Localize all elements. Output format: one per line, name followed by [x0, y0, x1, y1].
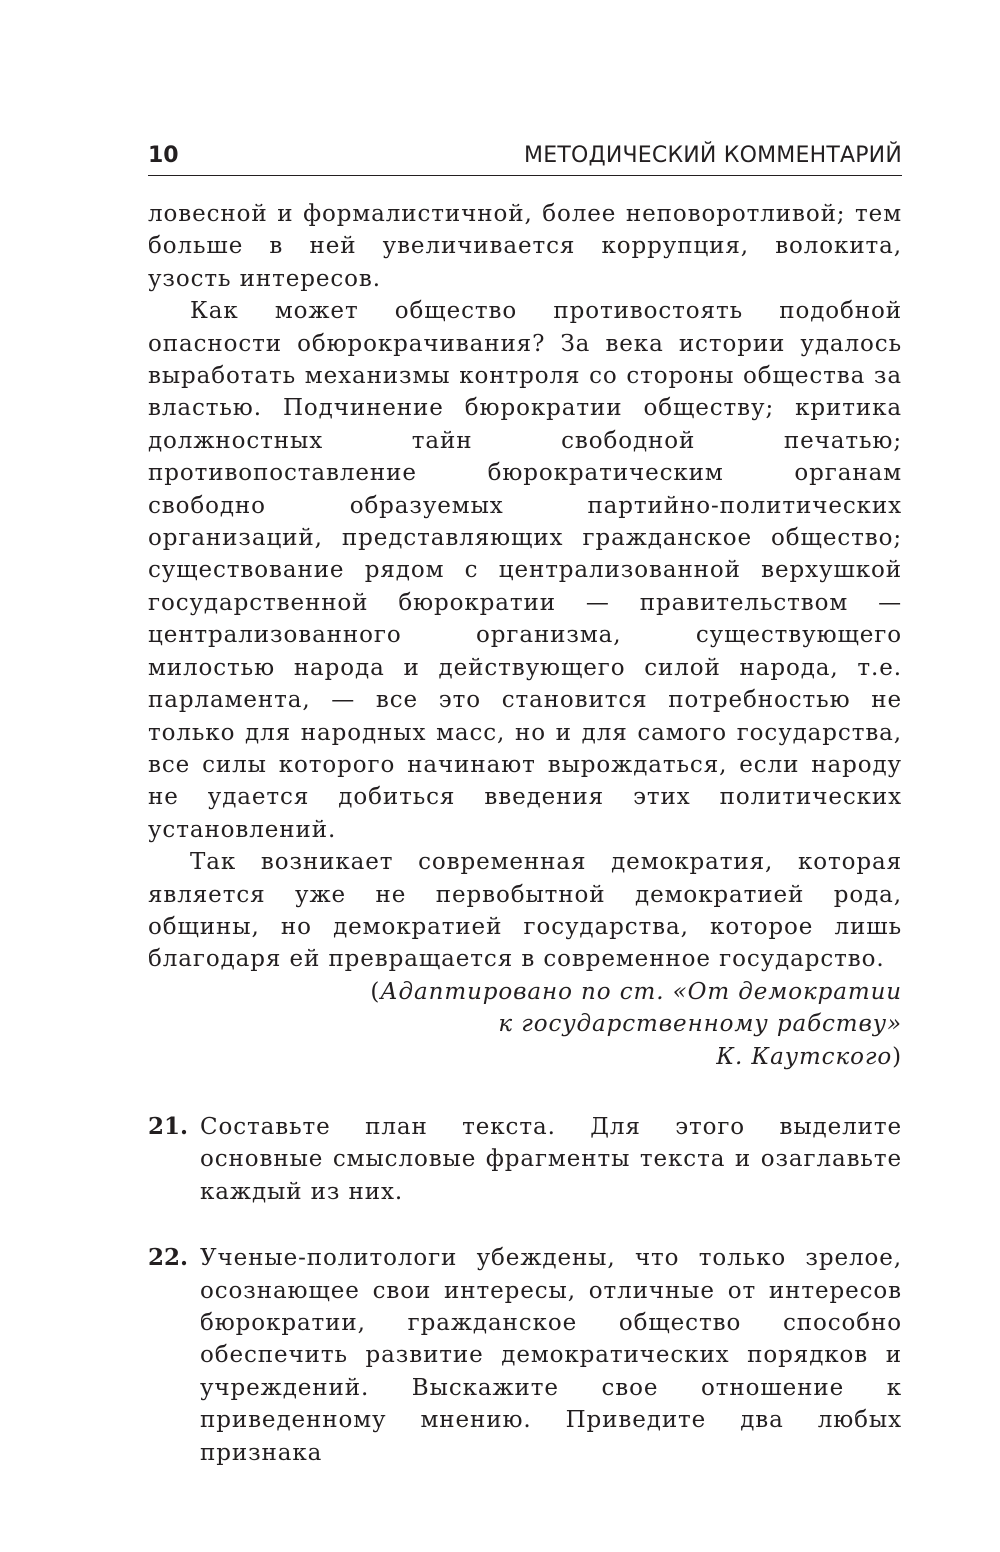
source-text — [148, 198, 902, 1073]
book-page — [148, 143, 902, 1469]
running-header — [148, 143, 902, 176]
question-22 — [148, 1242, 902, 1469]
paragraph-continued: ловесной и формалистичной, более неповоротливой; тем больше в ней увеличивается коррупция, волокита, узость интересов. — [148, 201, 902, 292]
attribution-line-3 — [148, 1041, 902, 1073]
question-text: Составьте план текста. Для этого выделите основные смысловые фрагменты текста и озаглавьте каждый из них. — [200, 1113, 902, 1205]
attribution-author: К. Каутского — [716, 1043, 893, 1070]
question-text: Ученые-политологи убеждены, что только зрелое, осознающее свои интересы, отличные от интересов бюрократии, гражданское общество способно обеспечить развитие демократических порядков и учреждений. Выскажите свое отношение к приведенному мнению. Приведите два любых признака — [200, 1245, 902, 1466]
source-attribution — [148, 976, 902, 1073]
attribution-open-paren: ( — [370, 978, 381, 1005]
page-number: 10 — [148, 143, 179, 168]
attribution-title-part1: Адаптировано по ст. «От демократии — [380, 978, 902, 1005]
question-21 — [148, 1111, 902, 1208]
attribution-close-paren: ) — [892, 1043, 902, 1070]
section-title: МЕТОДИЧЕСКИЙ КОММЕНТАРИЙ — [524, 143, 902, 168]
attribution-title-part2: к государственному рабству» — [498, 1011, 902, 1038]
attribution-line-1 — [148, 976, 902, 1008]
paragraph-modern-democracy: Так возникает современная демократия, которая является уже не первобытной демократией рода, общины, но демократией государства, которое лишь благодаря ей превращается в современное государство. — [148, 849, 902, 973]
question-number: 22. — [148, 1244, 189, 1272]
question-number: 21. — [148, 1112, 189, 1140]
paragraph-bureaucracy-control: Как может общество противостоять подобной опасности обюрокрачивания? За века истории удалось выработать механизмы контроля со стороны общества за властью. Подчинение бюрократии обществу; критика должностных тайн свободной печатью; противопоставление бюрократическим органам свободно образуемых партийно-политических организаций, представляющих гражданское общество; существование рядом с централизованной верхушкой государственной бюрократии — правительством — централизованного организма, существующего милостью народа и действующего силой народа, т.е. парламента, — все это становится потребностью не только для народных масс, но и для самого государства, все силы которого начинают вырождаться, если народу не удается добиться введения этих политических установлений. — [148, 298, 902, 843]
